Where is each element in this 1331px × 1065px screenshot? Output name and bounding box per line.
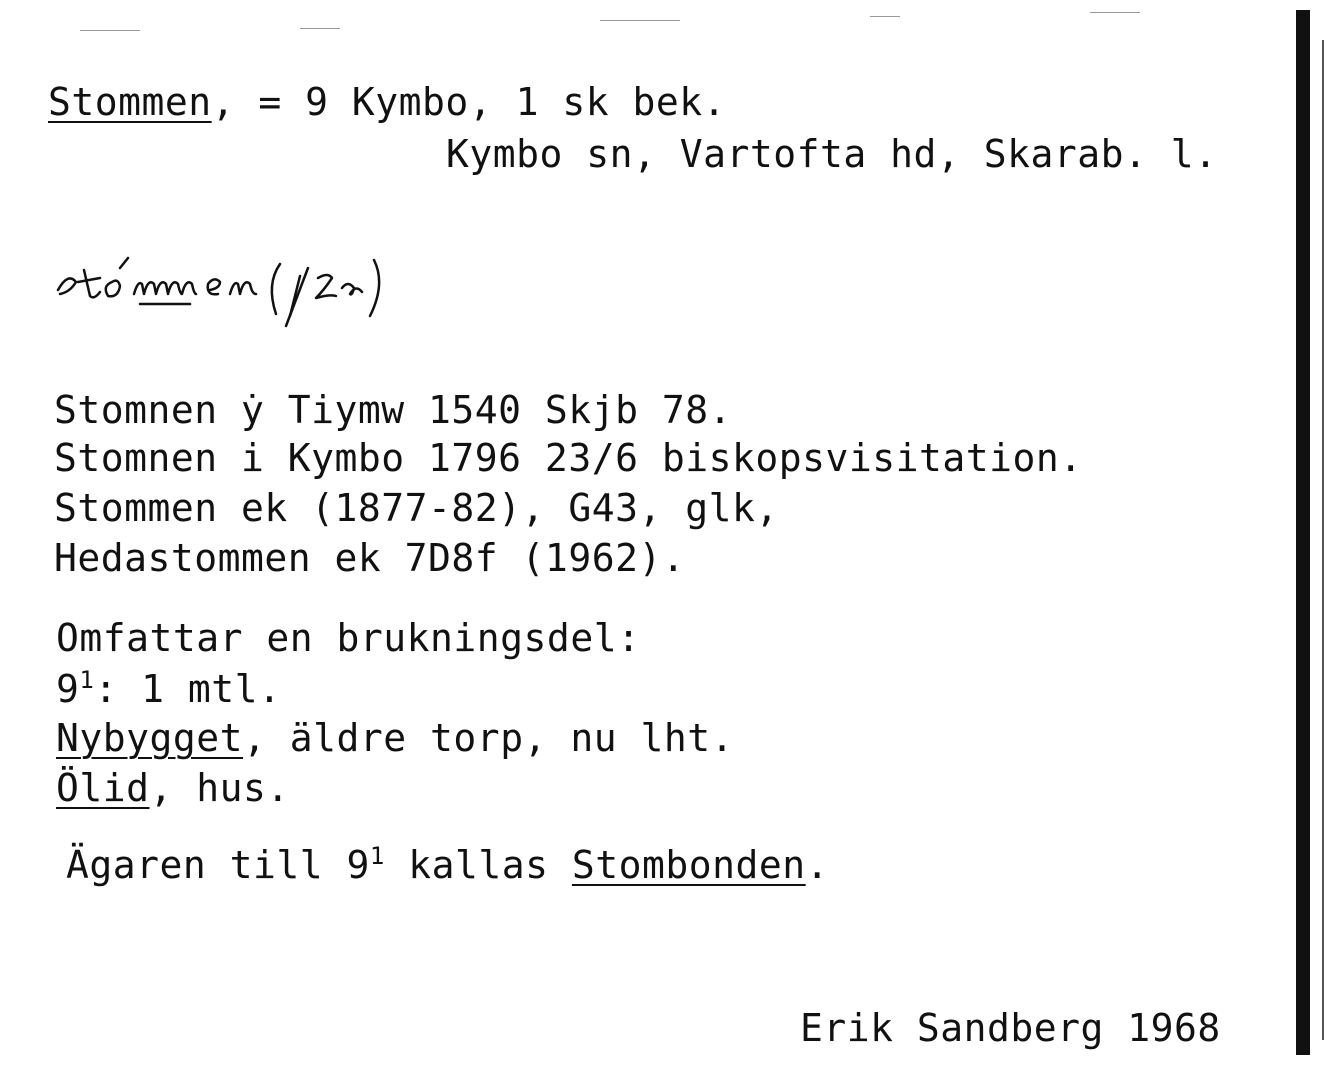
owner-name: Stombonden	[571, 843, 806, 887]
scan-speck	[80, 30, 140, 31]
scope-intro: Omfattar en brukningsdel:	[56, 616, 641, 660]
place-name: Stommen	[48, 80, 212, 124]
record-line: Stommen ek (1877-82), G43, glk,	[54, 486, 779, 530]
header-line	[48, 80, 726, 124]
handwritten-text: stómmen (1 ½ ...)	[50, 230, 61, 231]
place-description: , hus.	[149, 766, 290, 810]
owner-middle: kallas	[384, 843, 572, 887]
owner-line	[66, 842, 829, 887]
owner-superscript: 1	[369, 842, 385, 870]
owner-prefix: Ägaren till 9	[66, 843, 370, 887]
scan-speck	[1090, 12, 1140, 13]
scan-edge-bar	[1296, 10, 1310, 1055]
scan-speck	[870, 16, 900, 17]
place-name: Ölid	[56, 766, 150, 810]
signature: Erik Sandberg 1968	[800, 1006, 1221, 1050]
place-description: , äldre torp, nu lht.	[243, 716, 734, 760]
handwritten-note	[50, 230, 590, 330]
scan-speck	[300, 28, 340, 29]
place-line	[56, 716, 734, 760]
record-line: Stomnen ẏ Tiymw 1540 Skjb 78.	[54, 388, 732, 432]
record-line: Stomnen i Kymbo 1796 23/6 biskopsvisitation.	[54, 436, 1083, 480]
unit-line	[56, 666, 281, 711]
record-line: Hedastommen ek 7D8f (1962).	[54, 536, 686, 580]
unit-rest: : 1 mtl.	[94, 667, 282, 711]
unit-number: 9	[56, 667, 80, 711]
scan-speck	[600, 20, 680, 21]
location-line: Kymbo sn, Vartofta hd, Skarab. l.	[446, 132, 1218, 176]
place-line	[56, 766, 290, 810]
place-name: Nybygget	[56, 716, 244, 760]
owner-suffix: .	[805, 843, 830, 887]
header-rest: , = 9 Kymbo, 1 sk bek.	[211, 80, 726, 124]
unit-superscript: 1	[79, 666, 95, 694]
scan-edge-line	[1322, 40, 1324, 1040]
